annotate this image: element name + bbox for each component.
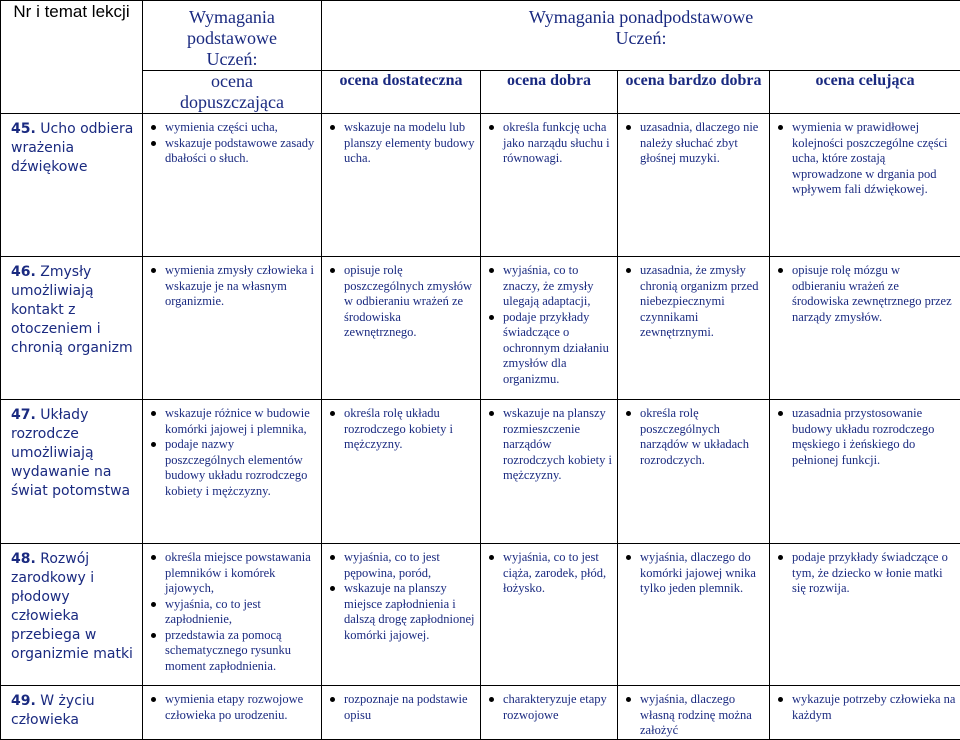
requirement-cell-dop: [143, 686, 322, 740]
requirement-cell-dost: [322, 400, 481, 544]
lesson-number: 46.: [11, 264, 36, 280]
list-item: wskazuje podstawowe zasady dbałości o słuch.: [147, 136, 317, 167]
requirement-cell-cel: [770, 114, 960, 257]
basic-sub: Uczeń:: [143, 49, 321, 70]
table-row: [1, 257, 960, 400]
requirement-list: [774, 263, 956, 325]
grade-dop-line1: ocena: [143, 71, 321, 92]
list-item: wskazuje na modelu lub planszy elementy budowy ucha.: [326, 120, 476, 167]
requirement-list: [147, 263, 317, 310]
requirement-list: [147, 550, 317, 674]
requirement-cell-dop: [143, 400, 322, 544]
basic-title: Wymagania podstawowe: [143, 7, 321, 49]
requirement-cell-bdb: [618, 686, 770, 740]
lesson-topic: [1, 114, 143, 257]
list-item: wykazuje potrzeby człowieka na każdym: [774, 692, 956, 723]
requirement-list: [326, 692, 476, 723]
grade-dopuszczajaca: [143, 71, 322, 114]
list-item: podaje przykłady świadczące o tym, że dziecko w łonie matki się rozwija.: [774, 550, 956, 597]
list-item: wyjaśnia, dlaczego do komórki jajowej wnika tylko jeden plemnik.: [622, 550, 765, 597]
list-item: wyjaśnia, co to jest ciąża, zarodek, płód, łożysko.: [485, 550, 613, 597]
list-item: wymienia w prawidłowej kolejności poszczególne części ucha, które zostają wprowadzone w drgania pod wpływem fali dźwiękowej.: [774, 120, 956, 198]
table-row: [1, 686, 960, 740]
requirement-cell-bdb: [618, 544, 770, 686]
requirement-list: [147, 406, 317, 499]
list-item: opisuje rolę poszczególnych zmysłów w odbieraniu wrażeń ze środowiska zewnętrznego.: [326, 263, 476, 341]
list-item: podaje nazwy poszczególnych elementów budowy układu rozrodczego kobiety i mężczyzny.: [147, 437, 317, 499]
requirement-cell-dost: [322, 257, 481, 400]
table-row: [1, 400, 960, 544]
requirement-list: [326, 406, 476, 453]
grade-dostateczna: ocena dostateczna: [322, 71, 481, 114]
header-nr-topic: Nr i temat lekcji: [1, 1, 143, 114]
list-item: uzasadnia przystosowanie budowy układu rozrodczego męskiego i żeńskiego do pełnionej funkcji.: [774, 406, 956, 468]
requirement-list: [485, 263, 613, 387]
list-item: przedstawia za pomocą schematycznego rysunku moment zapłodnienia.: [147, 628, 317, 675]
list-item: opisuje rolę mózgu w odbieraniu wrażeń ze środowiska zewnętrznego przez narządy zmysłów.: [774, 263, 956, 325]
requirement-cell-dobra: [481, 686, 618, 740]
requirement-list: [622, 406, 765, 468]
requirement-cell-cel: [770, 686, 960, 740]
table-row: [1, 544, 960, 686]
header-row-1: [1, 1, 960, 71]
requirement-list: [485, 120, 613, 167]
list-item: rozpoznaje na podstawie opisu: [326, 692, 476, 723]
list-item: wyjaśnia, co to jest pępowina, poród,: [326, 550, 476, 581]
requirement-list: [147, 120, 317, 167]
list-item: uzasadnia, że zmysły chronią organizm przed niebezpiecznymi czynnikami zewnętrznymi.: [622, 263, 765, 341]
requirement-cell-cel: [770, 544, 960, 686]
requirement-list: [774, 406, 956, 468]
list-item: wyjaśnia, co to znaczy, że zmysły ulegają adaptacji,: [485, 263, 613, 310]
list-item: wskazuje na planszy rozmieszczenie narządów rozrodczych kobiety i mężczyzny.: [485, 406, 613, 484]
lesson-number: 48.: [11, 551, 36, 567]
requirement-list: [622, 692, 765, 739]
list-item: wymienia zmysły człowieka i wskazuje je na własnym organizmie.: [147, 263, 317, 310]
list-item: wymienia części ucha,: [147, 120, 317, 136]
requirement-list: [326, 120, 476, 167]
requirement-cell-dobra: [481, 257, 618, 400]
requirement-list: [622, 120, 765, 167]
requirement-list: [622, 550, 765, 597]
requirement-cell-bdb: [618, 114, 770, 257]
list-item: określa miejsce powstawania plemników i komórek jajowych,: [147, 550, 317, 597]
requirement-cell-dost: [322, 544, 481, 686]
requirement-list: [147, 692, 317, 723]
lesson-topic: [1, 400, 143, 544]
list-item: wyjaśnia, dlaczego własną rodzinę można założyć: [622, 692, 765, 739]
lesson-title: Ucho odbiera wrażenia dźwiękowe: [11, 121, 133, 175]
lesson-topic: [1, 257, 143, 400]
header-row-2: [1, 71, 960, 114]
requirement-list: [485, 692, 613, 723]
list-item: charakteryzuje etapy rozwojowe: [485, 692, 613, 723]
list-item: określa rolę poszczególnych narządów w układach rozrodczych.: [622, 406, 765, 468]
list-item: wskazuje na planszy miejsce zapłodnienia i dalszą drogę zapłodnionej komórki jajowej.: [326, 581, 476, 643]
lesson-title: W życiu człowieka: [11, 693, 95, 728]
grade-dobra: ocena dobra: [481, 71, 618, 114]
requirement-cell-bdb: [618, 257, 770, 400]
requirement-list: [326, 550, 476, 643]
requirement-cell-dobra: [481, 114, 618, 257]
grade-dop-line2: dopuszczająca: [143, 92, 321, 113]
requirement-list: [774, 692, 956, 723]
requirement-cell-bdb: [618, 400, 770, 544]
requirement-list: [485, 550, 613, 597]
table-row: [1, 114, 960, 257]
lesson-title: Rozwój zarodkowy i płodowy człowieka przebiega w organizmie matki: [11, 551, 133, 662]
lesson-number: 47.: [11, 407, 36, 423]
requirement-cell-dobra: [481, 544, 618, 686]
requirement-list: [774, 120, 956, 198]
requirement-cell-dost: [322, 686, 481, 740]
lesson-topic: [1, 686, 143, 740]
adv-sub: Uczeń:: [322, 28, 960, 49]
adv-title: Wymagania ponadpodstawowe: [322, 7, 960, 28]
header-basic-requirements: [143, 1, 322, 71]
table-body: [1, 114, 960, 740]
requirement-cell-dost: [322, 114, 481, 257]
requirement-cell-dop: [143, 114, 322, 257]
list-item: wyjaśnia, co to jest zapłodnienie,: [147, 597, 317, 628]
requirement-list: [485, 406, 613, 484]
list-item: uzasadnia, dlaczego nie należy słuchać zbyt głośnej muzyki.: [622, 120, 765, 167]
list-item: wymienia etapy rozwojowe człowieka po urodzeniu.: [147, 692, 317, 723]
requirement-cell-cel: [770, 257, 960, 400]
requirement-cell-dop: [143, 257, 322, 400]
list-item: określa funkcję ucha jako narządu słuchu i równowagi.: [485, 120, 613, 167]
grade-bardzo-dobra: ocena bardzo dobra: [618, 71, 770, 114]
requirement-cell-dop: [143, 544, 322, 686]
lesson-title: Układy rozrodcze umożliwiają wydawanie na świat potomstwa: [11, 407, 130, 499]
lesson-number: 49.: [11, 693, 36, 709]
requirement-list: [774, 550, 956, 597]
header-advanced-requirements: [322, 1, 960, 71]
list-item: podaje przykłady świadczące o ochronnym działaniu zmysłów dla organizmu.: [485, 310, 613, 388]
requirement-cell-cel: [770, 400, 960, 544]
list-item: wskazuje różnice w budowie komórki jajowej i plemnika,: [147, 406, 317, 437]
grade-celujaca: ocena celująca: [770, 71, 960, 114]
requirement-list: [622, 263, 765, 341]
lesson-number: 45.: [11, 121, 36, 137]
lesson-topic: [1, 544, 143, 686]
list-item: określa rolę układu rozrodczego kobiety i mężczyzny.: [326, 406, 476, 453]
requirement-list: [326, 263, 476, 341]
lesson-title: Zmysły umożliwiają kontakt z otoczeniem i chronią organizm: [11, 264, 133, 356]
requirement-cell-dobra: [481, 400, 618, 544]
